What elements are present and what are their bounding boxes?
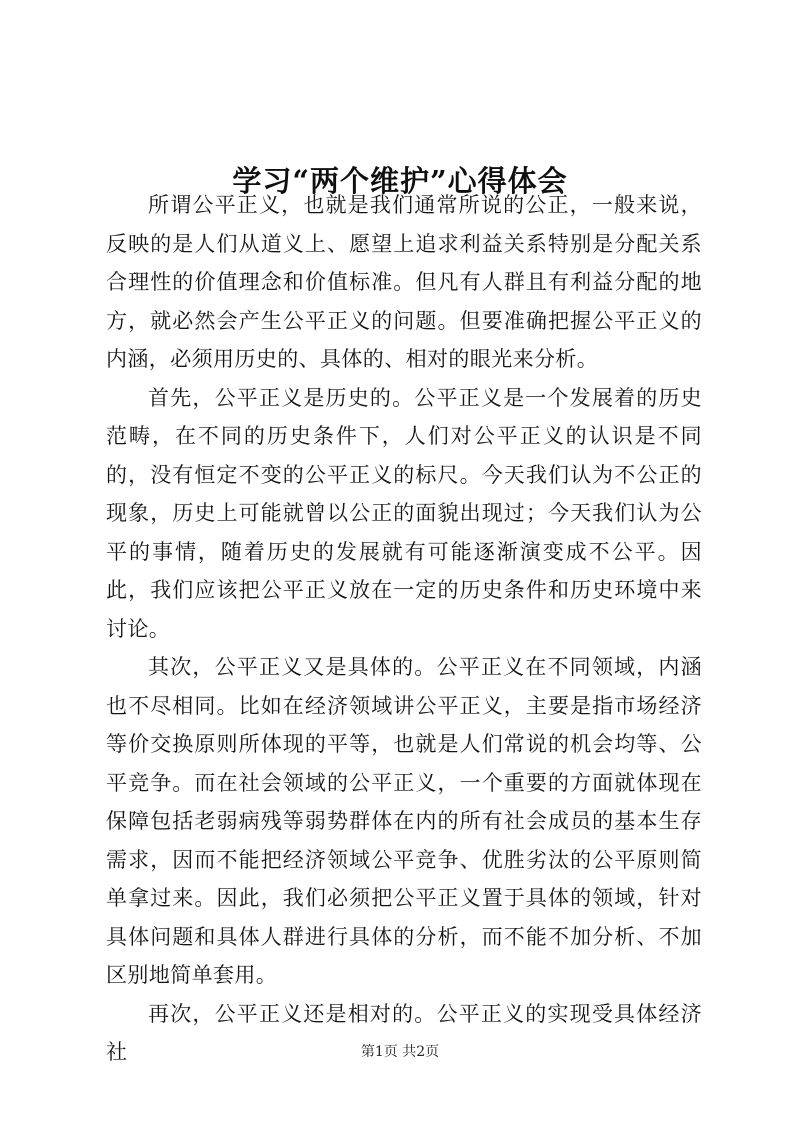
paragraph-4: 再次，公平正义还是相对的。公平正义的实现受具体经济社 [106,1001,702,1064]
document-title: 学习“两个维护”心得体会 [232,164,568,199]
paragraph-1: 所谓公平正义，也就是我们通常所说的公正，一般来说，反映的是人们从道义上、愿望上追求利益关系特别是分配关系合理性的价值理念和价值标准。但凡有人群且有利益分配的地方，就必然会产生公平正义的问题。但要准确把握公平正义的内涵，必须用历史的、具体的、相对的眼光来分析。 [106,193,702,371]
paragraph-3: 其次，公平正义又是具体的。公平正义在不同领域，内涵也不尽相同。比如在经济领域讲公平正义，主要是指市场经济等价交换原则所体现的平等，也就是人们常说的机会均等、公平竞争。而在社会领域的公平正义，一个重要的方面就体现在保障包括老弱病残等弱势群体在内的所有社会成员的基本生存需求，因而不能把经济领域公平竞争、优胜劣汰的公平原则简单拿过来。因此，我们必须把公平正义置于具体的领域，针对具体问题和具体人群进行具体的分析，而不能不加分析、不加区别地简单套用。 [106,655,702,987]
document-body [106,186,702,1072]
paragraph-2: 首先，公平正义是历史的。公平正义是一个发展着的历史范畴，在不同的历史条件下，人们对公平正义的认识是不同的，没有恒定不变的公平正义的标尺。今天我们认为不公正的现象，历史上可能就曾以公正的面貌出现过；今天我们认为公平的事情，随着历史的发展就有可能逐渐演变成不公平。因此，我们应该把公平正义放在一定的历史条件和历史环境中来讨论。 [106,385,702,641]
page-footer: 第1页 共2页 [360,1044,440,1060]
